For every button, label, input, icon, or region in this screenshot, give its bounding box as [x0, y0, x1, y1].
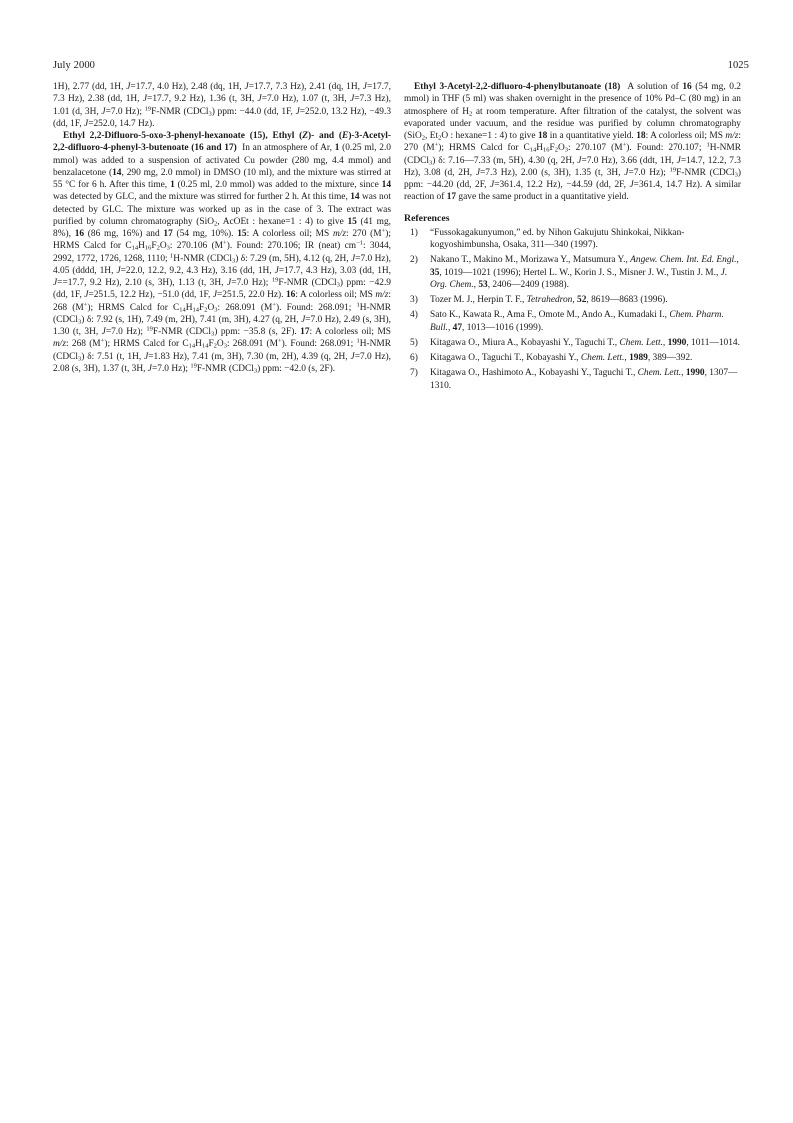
reference-text: Tozer M. J., Herpin T. F., Tetrahedron, 52, 8619—8683 (1996).: [430, 295, 668, 305]
reference-text: Kitagawa O., Taguchi T., Kobayashi Y., Chem. Lett., 1989, 389—392.: [430, 353, 693, 363]
reference-number: 5): [410, 337, 418, 348]
continuation-paragraph: 1H), 2.77 (dd, 1H, J=17.7, 4.0 Hz), 2.48 (dq, 1H, J=17.7, 7.3 Hz), 2.41 (dq, 1H, J=17.7, 7.3 Hz), 2.38 (dd, 1H, J=17.7, 9.2 Hz), 1.36 (t, 3H, J=7.0 Hz), 1.07 (t, 3H, J=7.3 Hz), 1.01 (d, 3H, J=7.0 Hz); $^{19}$F-NMR (CDCl$_3$) ppm: −44.0 (dd, 1F, J=252.0, 13.2 Hz), −49.3 (dd, 1F, J=252.0, 14.7 Hz).: [53, 82, 392, 129]
reference-number: 6): [410, 353, 418, 363]
reference-item: [404, 367, 741, 392]
reference-text: Sato K., Kawata R., Ama F., Omote M., Ando A., Kumadaki I., Chem. Pharm. Bull., 47, 1013—1016 (1999).: [430, 310, 724, 333]
section-body: In an atmosphere of Ar, 1 (0.25 ml, 2.0 mmol) was added to a suspension of activated Cu powder (280 mg, 4.4 mmol) and benzalacetone (14, 290 mg, 2.0 mmol) in DMSO (10 ml), and the mixture was stirred at 55 °C for 6 h. After this time, 1 (0.25 ml, 2.0 mmol) was added to the mixture, since 14 was detected by GLC, and the mixture was stirred for further 2 h. At this time, 14 was not detected by GLC. The mixture was worked up as in the case of 3. The extract was purified by column chromatography (SiO$_2$, AcOEt : hexane=1 : 4) to give 15 (41 mg, 8%), 16 (86 mg, 16%) and 17 (54 mg, 10%). 15: A colorless oil; MS m/z: 270 (M+); HRMS Calcd for $C_{14}H_{16}F_2O_3$: 270.106 (M+). Found: 270.106; IR (neat) $cm^{-1}$: 3044, 2992, 1772, 1726, 1268, 1110; $^1$H-NMR (CDCl$_3$) δ: 7.29 (m, 5H), 4.12 (q, 2H, J=7.0 Hz), 4.05 (dddd, 1H, J=22.0, 12.2, 9.2, 4.3 Hz), 3.16 (dd, 1H, J=17.7, 4.3 Hz), 3.03 (dd, 1H, J==17.7, 9.2 Hz), 2.10 (s, 3H), 1.13 (t, 3H, J=7.0 Hz); $^{19}$F-NMR (CDCl$_3$) ppm: −42.9 (dd, 1F, J=251.5, 12.2 Hz), −51.0 (dd, 1F, J=251.5, 22.0 Hz). 16: A colorless oil; MS m/z: 268 (M+); HRMS Calcd for $C_{14}H_{14}F_2O_3$: 268.091 (M+). Found: 268.091; $^1$H-NMR (CDCl$_3$) δ: 7.92 (s, 1H), 7.49 (m, 2H), 7.41 (m, 3H), 4.27 (q, 2H, J=7.0 Hz), 2.49 (s, 3H), 1.30 (t, 3H, J=7.0 Hz); $^{19}$F-NMR (CDCl$_3$) ppm: −35.8 (s, 2F). 17: A colorless oil; MS m/z: 268 (M+); HRMS Calcd for $C_{14}H_{14}F_2O_3$: 268.091 (M+). Found: 268.091; $^1$H-NMR (CDCl$_3$) δ: 7.51 (t, 1H, J=1.83 Hz), 7.41 (m, 3H), 7.30 (m, 2H), 4.39 (q, 2H, J=7.0 Hz), 2.08 (s, 3H), 1.37 (t, 3H, J=7.0 Hz); $^{19}$F-NMR (CDCl$_3$) ppm: −42.0 (s, 2F).: [53, 143, 392, 375]
running-head-date: July 2000: [53, 60, 96, 71]
experimental-paragraph-15-16-17: [53, 130, 391, 375]
reference-item: [404, 352, 741, 364]
reference-item: [404, 309, 741, 334]
reference-item: [404, 337, 741, 349]
right-column: [404, 81, 741, 395]
section-body: A solution of 16 (54 mg, 0.2 mmol) in THF (5 ml) was shaken overnight in the presence of 10% Pd–C (80 mg) in an atmosphere of $H_2$ at room temperature. After filtration of the catalyst, the solvent was evaporated under vacuum, and the residue was purified by column chromatography (SiO$_2$, $Et_2O$ : hexane=1 : 4) to give 18 in a quantitative yield. 18: A colorless oil; MS m/z: 270 (M+); HRMS Calcd for $C_{14}H_{16}F_2O_3$: 270.107 (M+). Found: 270.107; $^1$H-NMR (CDCl$_3$) δ: 7.16—7.33 (m, 5H), 4.30 (q, 2H, J=7.0 Hz), 3.66 (ddt, 1H, J=14.7, 12.2, 7.3 Hz), 3.08 (d, 2H, J=7.3 Hz), 2.00 (s, 3H), 1.35 (t, 3H, J=7.0 Hz); $^{19}$F-NMR (CDCl$_3$) ppm: −44.20 (dd, 2F, J=361.4, 12.2 Hz), −44.59 (dd, 2F, J=361.4, 14.7 Hz). A similar reaction of 17 gave the same product in a quantitative yield.: [404, 82, 742, 203]
reference-text: Kitagawa O., Miura A., Kobayashi Y., Taguchi T., Chem. Lett., 1990, 1011—1014.: [430, 337, 740, 348]
reference-list: [404, 227, 741, 392]
reference-item: [404, 227, 741, 252]
reference-text: Kitagawa O., Hashimoto A., Kobayashi Y., Taguchi T., Chem. Lett., 1990, 1307—1310.: [430, 368, 738, 391]
reference-item: [404, 294, 741, 306]
reference-item: [404, 254, 741, 291]
section-title: Ethyl 3-Acetyl-2,2-difluoro-4-phenylbutanoate (18): [414, 82, 621, 92]
page-number: 1025: [727, 60, 749, 71]
left-column: [53, 81, 391, 375]
references-heading: References: [404, 212, 450, 224]
reference-number: 7): [410, 368, 418, 379]
reference-text: Nakano T., Makino M., Morizawa Y., Matsumura Y., Angew. Chem. Int. Ed. Engl., 35, 1019—1021 (1996); Hertel L. W., Korin J. S., Misner J. W., Tustin J. M., J. Org. Chem., 53, 2406—2409 (1988).: [430, 255, 739, 290]
reference-number: 1): [410, 227, 418, 238]
reference-number: 4): [410, 310, 418, 321]
experimental-paragraph-18: [404, 81, 741, 204]
reference-text: “Fussokagakunyumon,” ed. by Nihon Gakujutu Shinkokai, Nikkan-kogyoshimbunsha, Osaka, 311—340 (1997).: [430, 227, 685, 250]
reference-number: 3): [410, 295, 418, 305]
reference-number: 2): [410, 255, 418, 266]
section-title: Ethyl 2,2-Difluoro-5-oxo-3-phenyl-hexanoate (15), Ethyl (Z)- and (E)-3-Acetyl-2,2-difluoro-4-phenyl-3-butenoate (16 and 17): [53, 131, 391, 154]
